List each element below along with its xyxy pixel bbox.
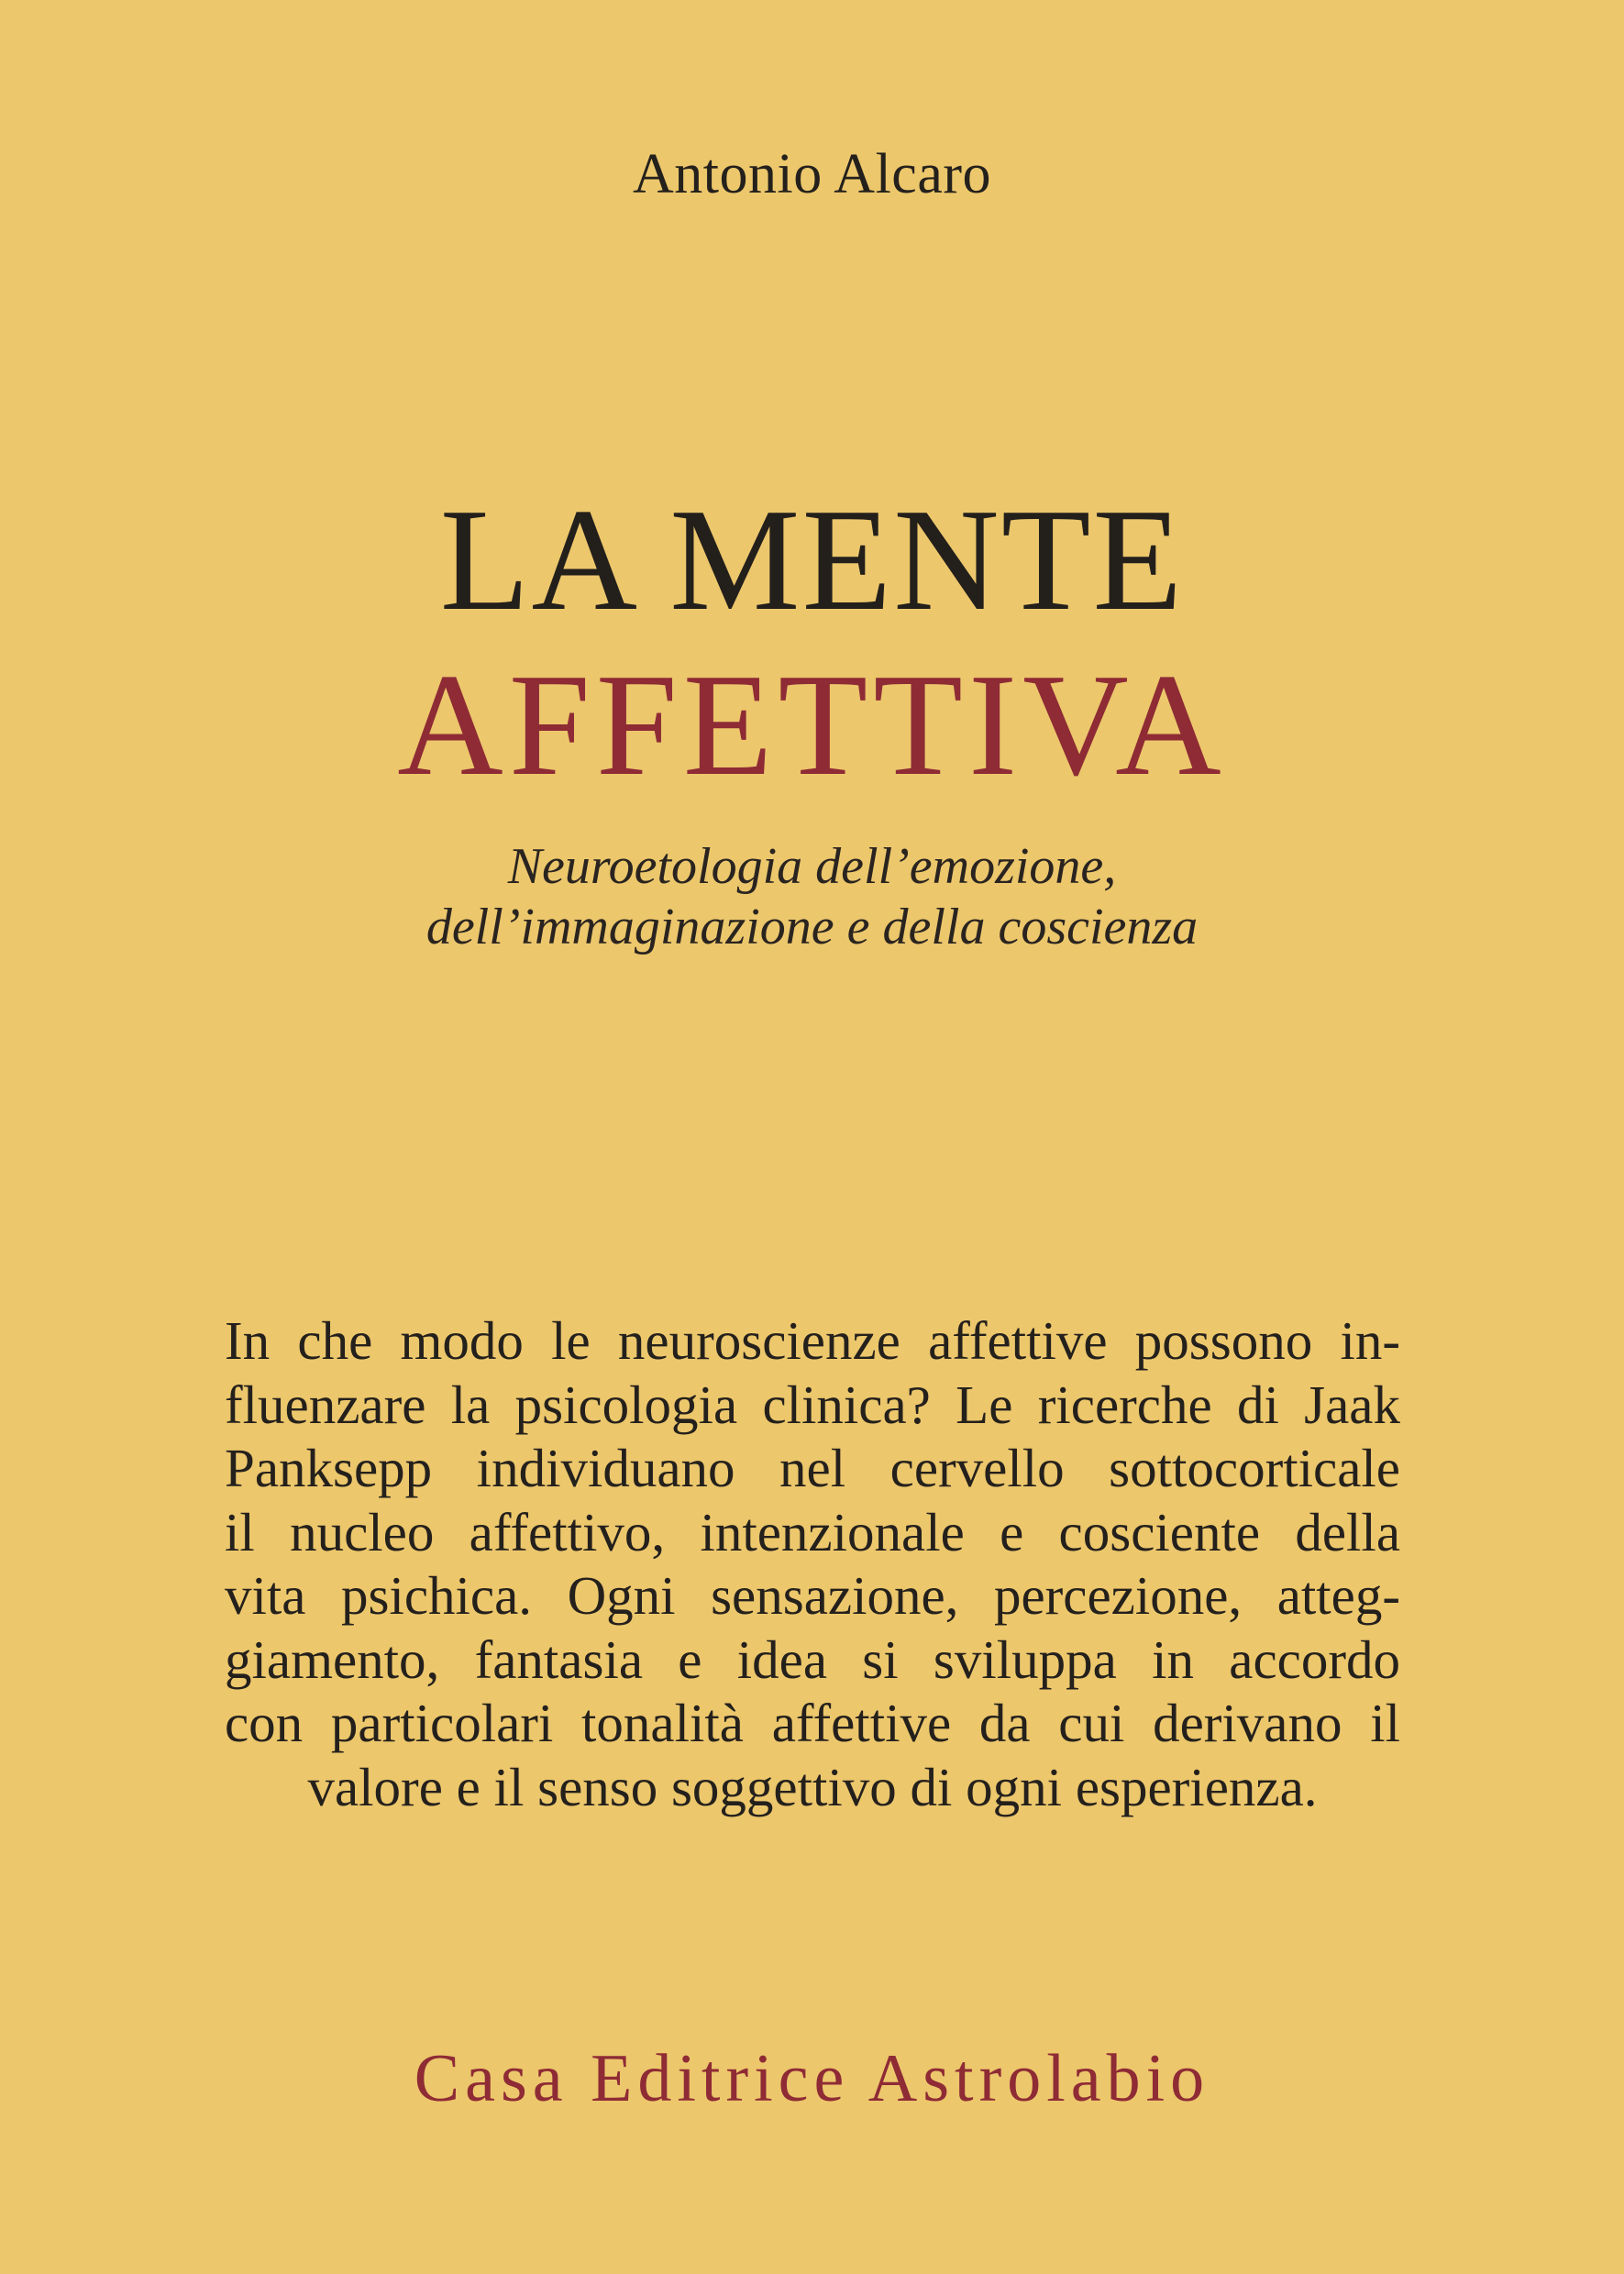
title-line-1: LA MENTE <box>439 478 1185 641</box>
blurb-line: fluenzare la psicologia clinica? Le ricerche di Jaak <box>225 1374 1400 1435</box>
blurb-line: In che modo le neuroscienze affettive possono in- <box>225 1310 1400 1371</box>
blurb-text <box>225 1309 1400 1819</box>
blurb-line: giamento, fantasia e idea si sviluppa in accordo <box>225 1628 1400 1690</box>
author-name: Antonio Alcaro <box>633 143 991 205</box>
publisher-name: Casa Editrice Astrolabio <box>414 2041 1210 2116</box>
subtitle <box>0 836 1624 957</box>
blurb-line: valore e il senso soggettivo di ogni esperienza. <box>307 1756 1318 1817</box>
blurb-line: Panksepp individuano nel cervello sottocorticale <box>225 1438 1400 1498</box>
subtitle-line-1: Neuroetologia dell’emozione, <box>507 838 1117 895</box>
title-line-2: AFFETTIVA <box>397 643 1227 806</box>
blurb-line: il nucleo affettivo, intenzionale e cosciente della <box>225 1501 1400 1562</box>
blurb-line: con particolari tonalità affettive da cui derivano il <box>225 1693 1400 1753</box>
subtitle-line-2: dell’immaginazione e della coscienza <box>425 899 1199 955</box>
blurb-line: vita psichica. Ogni sensazione, percezione, atteg- <box>225 1565 1400 1626</box>
